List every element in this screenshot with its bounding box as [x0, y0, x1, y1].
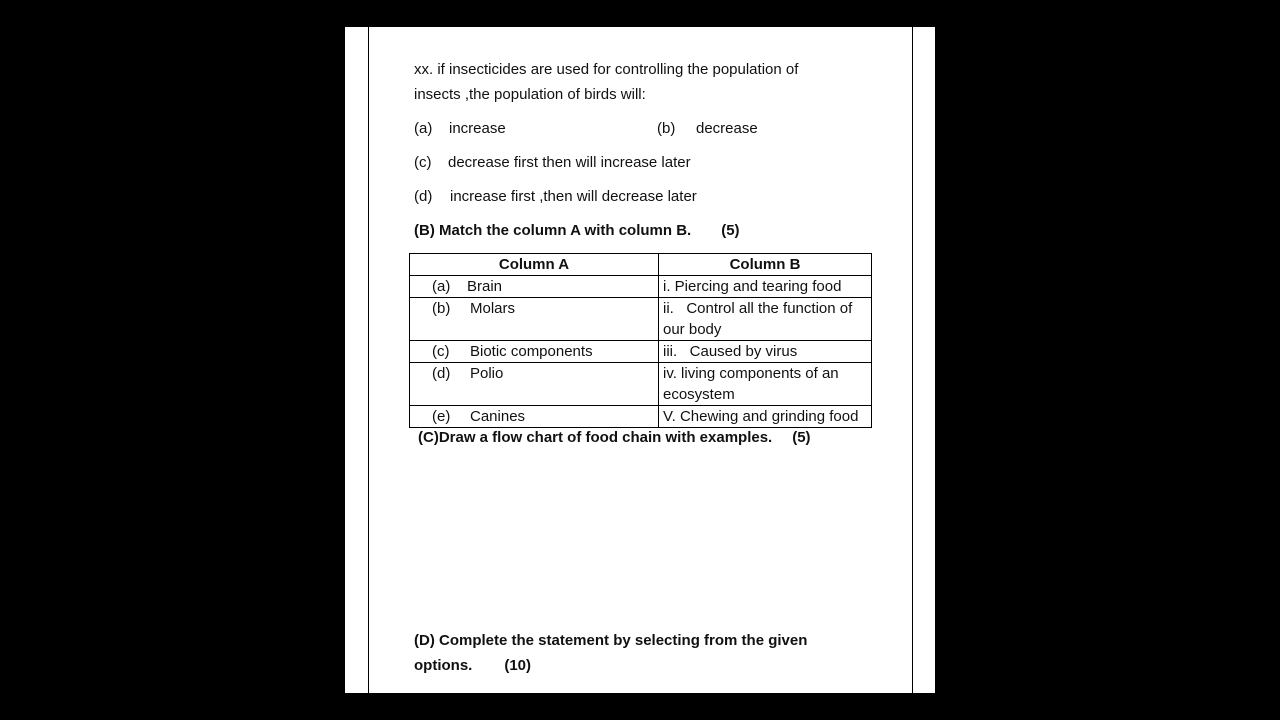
table-row: (e) Canines V. Chewing and grinding food	[410, 406, 872, 428]
table-row: (d) Polio iv. living components of an ecosystem	[410, 363, 872, 406]
question-stem-line1: xx. if insecticides are used for controlling the population of	[414, 61, 799, 78]
document-page	[345, 27, 935, 693]
table-header-row	[410, 254, 872, 276]
section-c-heading: (C)Draw a flow chart of food chain with examples. (5)	[418, 429, 811, 446]
option-c: (c) decrease first then will increase later	[414, 154, 691, 171]
match-table	[409, 253, 872, 428]
option-d: (d) increase first ,then will decrease later	[414, 188, 697, 205]
left-margin-line	[368, 27, 369, 693]
column-a-header: Column A	[410, 254, 659, 276]
section-d-heading-line2: options. (10)	[414, 657, 532, 674]
table-row: (b) Molars ii. Control all the function of our body	[410, 298, 872, 341]
question-stem-line2: insects ,the population of birds will:	[414, 86, 646, 103]
option-a: (a) increase	[414, 120, 506, 137]
table-row: (c) Biotic components iii. Caused by virus	[410, 341, 872, 363]
section-b-heading: (B) Match the column A with column B. (5)	[414, 222, 740, 239]
right-margin-line	[912, 27, 913, 693]
option-b: (b) decrease	[657, 120, 758, 137]
table-row: (a) Brain i. Piercing and tearing food	[410, 276, 872, 298]
column-b-header: Column B	[659, 254, 872, 276]
section-d-heading-line1: (D) Complete the statement by selecting from the given	[414, 632, 808, 649]
